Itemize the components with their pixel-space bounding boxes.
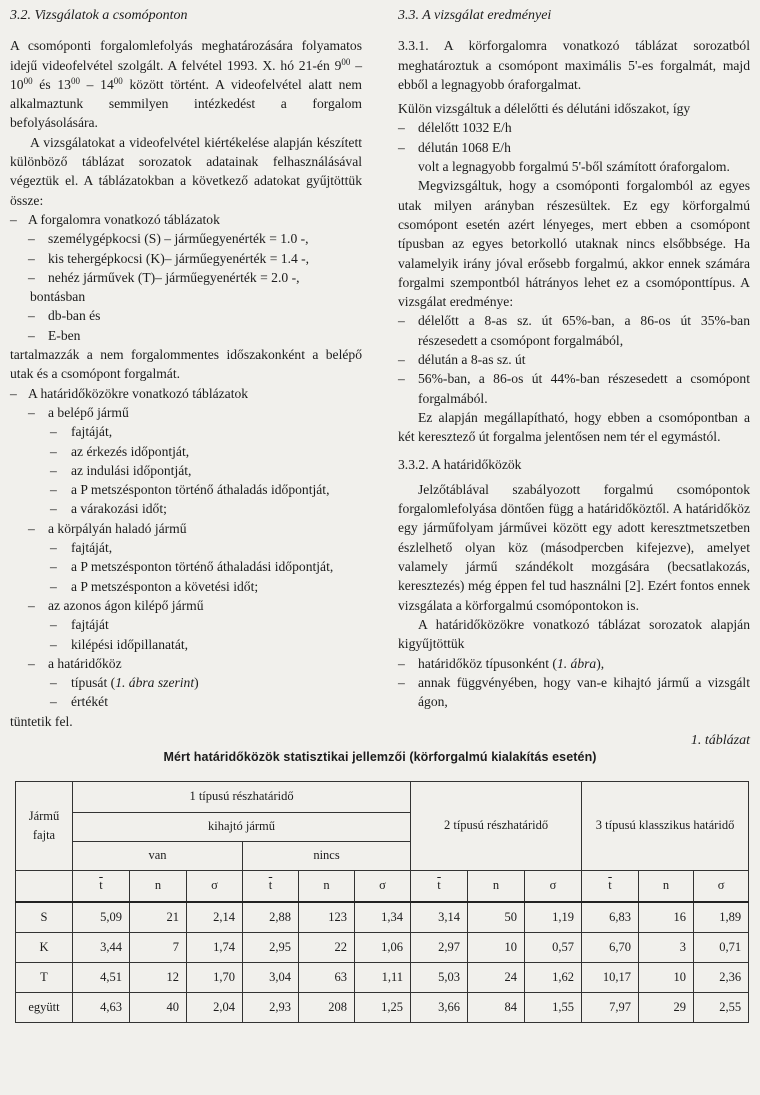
table-cell: 2,97 <box>411 933 468 963</box>
table-cell: 22 <box>299 933 355 963</box>
list-item-traffic-tables: – A forgalomra vonatkozó táblázatok <box>10 211 220 227</box>
table-title: Mért határidőközök statisztikai jellemzői (körforgalmú kialakítás esetén) <box>163 750 597 764</box>
table-cell: 7 <box>130 933 187 963</box>
table-cell: 3,14 <box>411 902 468 933</box>
table-cell: 2,55 <box>694 993 749 1023</box>
table-cell: 0,71 <box>694 933 749 963</box>
table-cell: 50 <box>468 902 525 933</box>
list-item-morning: – délelőtt 1032 E/h <box>398 120 512 136</box>
table-cell: 0,57 <box>525 933 582 963</box>
list-item-type-3: – fajtáját <box>50 617 109 633</box>
table-body <box>16 902 749 1023</box>
table-cell: 2,36 <box>694 963 749 993</box>
paragraph-show: tüntetik fel. <box>10 713 73 729</box>
table-cell: 7,97 <box>582 993 639 1023</box>
table-cell: 208 <box>299 993 355 1023</box>
header-symbols-row <box>16 871 749 903</box>
list-item-departure-time: – az indulási időpontját, <box>50 462 192 478</box>
list-item-type: – fajtáját, <box>50 424 113 440</box>
table-cell: 1,06 <box>355 933 411 963</box>
list-item-morning-share: – délelőtt a 8-as sz. út 65%-ban, a 86-os út 35%-ban részesedett a csomópont forgalmából, <box>398 313 750 348</box>
section-heading-3-3: 3.3. A vizsgálat eredményei <box>398 8 552 23</box>
table-cell: 2,95 <box>243 933 299 963</box>
table-cell: 5,09 <box>73 902 130 933</box>
list-item-gap-tables: – A határidőközökre vonatkozó táblázatok <box>10 385 249 401</box>
paragraph-contain: tartalmazzák a nem forgalommentes időszakonként a belépő utak és a csomópont forgalmát. <box>10 347 362 382</box>
symbol-sigma: σ <box>525 871 582 903</box>
row-label: T <box>16 963 73 993</box>
paragraph-conclusion: Ez alapján megállapítható, hogy ebben a csomópontban a két keresztező út forgalma jelentősen nem tér el egymástól. <box>398 409 750 445</box>
header-empty <box>16 871 73 903</box>
table-cell: 12 <box>130 963 187 993</box>
table-cell: 2,93 <box>243 993 299 1023</box>
table-cell: 1,74 <box>187 933 243 963</box>
table-cell: 123 <box>299 902 355 933</box>
table-cell: 16 <box>639 902 694 933</box>
symbol-n: n <box>299 871 355 903</box>
table-cell: 1,19 <box>525 902 582 933</box>
list-item-circulating-vehicle: – a körpályán haladó jármű <box>28 520 187 536</box>
list-item-e: – E-ben <box>28 327 81 343</box>
list-item-gap-value: – értékét <box>50 694 108 710</box>
paragraph-video-recording: A csomóponti forgalomlefolyás meghatározására folyamatos idejű videofelvétel szolgált. A felvétel 1993. X. hó 21-én $9^{00} - 10^{00}$ és $13^{00} - 14^{00}$ között történt. A videofelvétel alatt nem alkalmaztunk semmilyen intézkedést a forgalom befolyásolására. <box>10 38 363 131</box>
table-cell: 29 <box>639 993 694 1023</box>
header-exiting-vehicle: kihajtó jármű <box>73 813 411 842</box>
table-cell: 5,03 <box>411 963 468 993</box>
section-heading-3-2: 3.2. Vizsgálatok a csomóponton <box>10 8 188 23</box>
row-label: K <box>16 933 73 963</box>
table-cell: 40 <box>130 993 187 1023</box>
list-item-gap-by-type: – határidőköz típusonként (1. ábra), <box>398 655 605 671</box>
table-cell: 10,17 <box>582 963 639 993</box>
table-cell: 3 <box>639 933 694 963</box>
symbol-n: n <box>468 871 525 903</box>
table-cell: 84 <box>468 993 525 1023</box>
symbol-t-bar: $\overline{t}$ <box>582 871 639 903</box>
symbol-n: n <box>130 871 187 903</box>
header-absent: nincs <box>243 842 411 871</box>
table-cell: 3,04 <box>243 963 299 993</box>
text-breakdown: bontásban <box>30 289 86 305</box>
header-present: van <box>73 842 243 871</box>
list-item-db: – db-ban és <box>28 308 101 324</box>
table-row <box>16 993 749 1023</box>
table-cell: 6,70 <box>582 933 639 963</box>
list-item-waiting-time: – a várakozási időt; <box>50 501 167 517</box>
list-item-gap: – a határidőköz <box>28 655 122 671</box>
table-cell: 6,83 <box>582 902 639 933</box>
gap-statistics-table <box>15 781 749 1023</box>
list-item-car: – személygépkocsi (S) – járműegyenérték = 1.0 -, <box>28 231 309 247</box>
left-column <box>10 6 362 731</box>
row-label: S <box>16 902 73 933</box>
list-item-entering-vehicle: – a belépő jármű <box>28 404 129 420</box>
table-cell: 10 <box>639 963 694 993</box>
list-item-afternoon: – délután 1068 E/h <box>398 139 511 155</box>
table-row <box>16 963 749 993</box>
list-item-heavy-vehicle: – nehéz járművek (T)– járműegyenérték = 2.0 -, <box>28 269 300 285</box>
paragraph-was: volt a legnagyobb forgalmú 5'-ből számított óraforgalom. <box>418 159 730 175</box>
list-item-small-truck: – kis tehergépkocsi (K)– járműegyenérték = 1.4 -, <box>28 250 310 266</box>
table-cell: 1,11 <box>355 963 411 993</box>
table-number: 1. táblázat <box>690 733 750 748</box>
row-label: együtt <box>16 993 73 1023</box>
table-row <box>16 902 749 933</box>
symbol-t-bar: $\overline{t}$ <box>243 871 299 903</box>
paragraph-examined: Megvizsgáltuk, hogy a csomóponti forgalomból az egyes utak milyen arányban részesültek. Ez egy körforgalmú csomópont esetén azért lényeges, mert ebben a csomópont típusban az egyes betorkolló utaknak nincs elsőbbsége. Ha valamelyik irány jóval erősebb forgalmú, akkor ennek számára forgalmi szempontból hátrányos lehet ez a csomóponttípus. A vizsgálat eredménye: <box>398 178 750 310</box>
table-cell: 63 <box>299 963 355 993</box>
table-cell: 2,14 <box>187 902 243 933</box>
list-item-exiting-vehicle: – az azonos ágon kilépő jármű <box>28 597 204 613</box>
list-item-gap-type: – típusát (1. ábra szerint) <box>50 675 199 691</box>
table-cell: 4,63 <box>73 993 130 1023</box>
symbol-n: n <box>639 871 694 903</box>
paragraph-signs: Jelzőtáblával szabályozott forgalmú csomópontok forgalomlefolyása döntően függ a határidőköztől. A határidőköz egy járműfolyam járművei között egy adott keresztmetszetben észlelhető olyan köz (másodpercben kifejezve), amelyet valamely jármű szándékolt mozgására (becsatlakozás, keresztezés) még éppen fel tud használni [2]. Ezért fontos ennek vizsgálata a körforgalmú csomópontokon is. <box>398 481 750 613</box>
table-cell: 24 <box>468 963 525 993</box>
header-type2: 2 típusú részhatáridő <box>411 782 582 871</box>
table-cell: 21 <box>130 902 187 933</box>
paragraph-tables-intro: A vizsgálatokat a videofelvétel kiértékelése alapján készített különböző táblázat sorozatok adatainak felhasználásával végeztük el. A táblázatokban a következő adatokat gyűjtöttük össze: <box>10 134 362 208</box>
list-item-following-time: – a P metszésponton a követési időt; <box>50 578 259 594</box>
list-item-passing-time: – a P metszésponton történő áthaladás időpontját, <box>50 482 330 498</box>
list-item-passing-time-2: – a P metszésponton történő áthaladási időpontját, <box>50 559 334 575</box>
paragraph-collected: A határidőközökre vonatkozó táblázat sorozatok alapján kigyűjtöttük <box>398 616 750 652</box>
header-type1: 1 típusú részhatáridő <box>73 782 411 813</box>
header-type3: 3 típusú klasszikus határidő <box>582 782 749 871</box>
paragraph-3-3-1: 3.3.1. A körforgalomra vonatkozó táblázat sorozatból meghatároztuk a csomópont maximális 5'-es forgalmát, majd ebből a legnagyobb óraforgalmat. <box>398 38 750 92</box>
list-item-exit-moment: – kilépési időpillanatát, <box>50 636 189 652</box>
heading-3-3-2: 3.3.2. A határidőközök <box>398 456 522 472</box>
table-cell: 1,89 <box>694 902 749 933</box>
table-cell: 4,51 <box>73 963 130 993</box>
list-item-56-percent: – 56%-ban, a 86-os út 44%-ban részesedett a csomópont forgalmából. <box>398 371 750 406</box>
paragraph-separately: Külön vizsgáltuk a délelőtti és délutáni időszakot, így <box>398 101 691 117</box>
table-cell: 3,44 <box>73 933 130 963</box>
right-column <box>398 6 750 711</box>
symbol-sigma: σ <box>355 871 411 903</box>
table-row <box>16 933 749 963</box>
table-cell: 1,34 <box>355 902 411 933</box>
table-cell: 10 <box>468 933 525 963</box>
symbol-t-bar: $\overline{t}$ <box>73 871 130 903</box>
symbol-sigma: σ <box>694 871 749 903</box>
table-cell: 1,70 <box>187 963 243 993</box>
symbol-sigma: σ <box>187 871 243 903</box>
table-cell: 1,25 <box>355 993 411 1023</box>
list-item-arrival-time: – az érkezés időpontját, <box>50 443 190 459</box>
header-vehicle-type: Jármű fajta <box>16 782 73 871</box>
list-item-exiting-dependence: – annak függvényében, hogy van-e kihajtó jármű a vizsgált ágon, <box>398 674 750 710</box>
symbol-t-bar: $\overline{t}$ <box>411 871 468 903</box>
table-cell: 2,04 <box>187 993 243 1023</box>
table-cell: 3,66 <box>411 993 468 1023</box>
table-cell: 1,62 <box>525 963 582 993</box>
table-cell: 2,88 <box>243 902 299 933</box>
list-item-afternoon-share: – délután a 8-as sz. út <box>398 352 526 368</box>
list-item-type-2: – fajtáját, <box>50 540 113 556</box>
table-cell: 1,55 <box>525 993 582 1023</box>
